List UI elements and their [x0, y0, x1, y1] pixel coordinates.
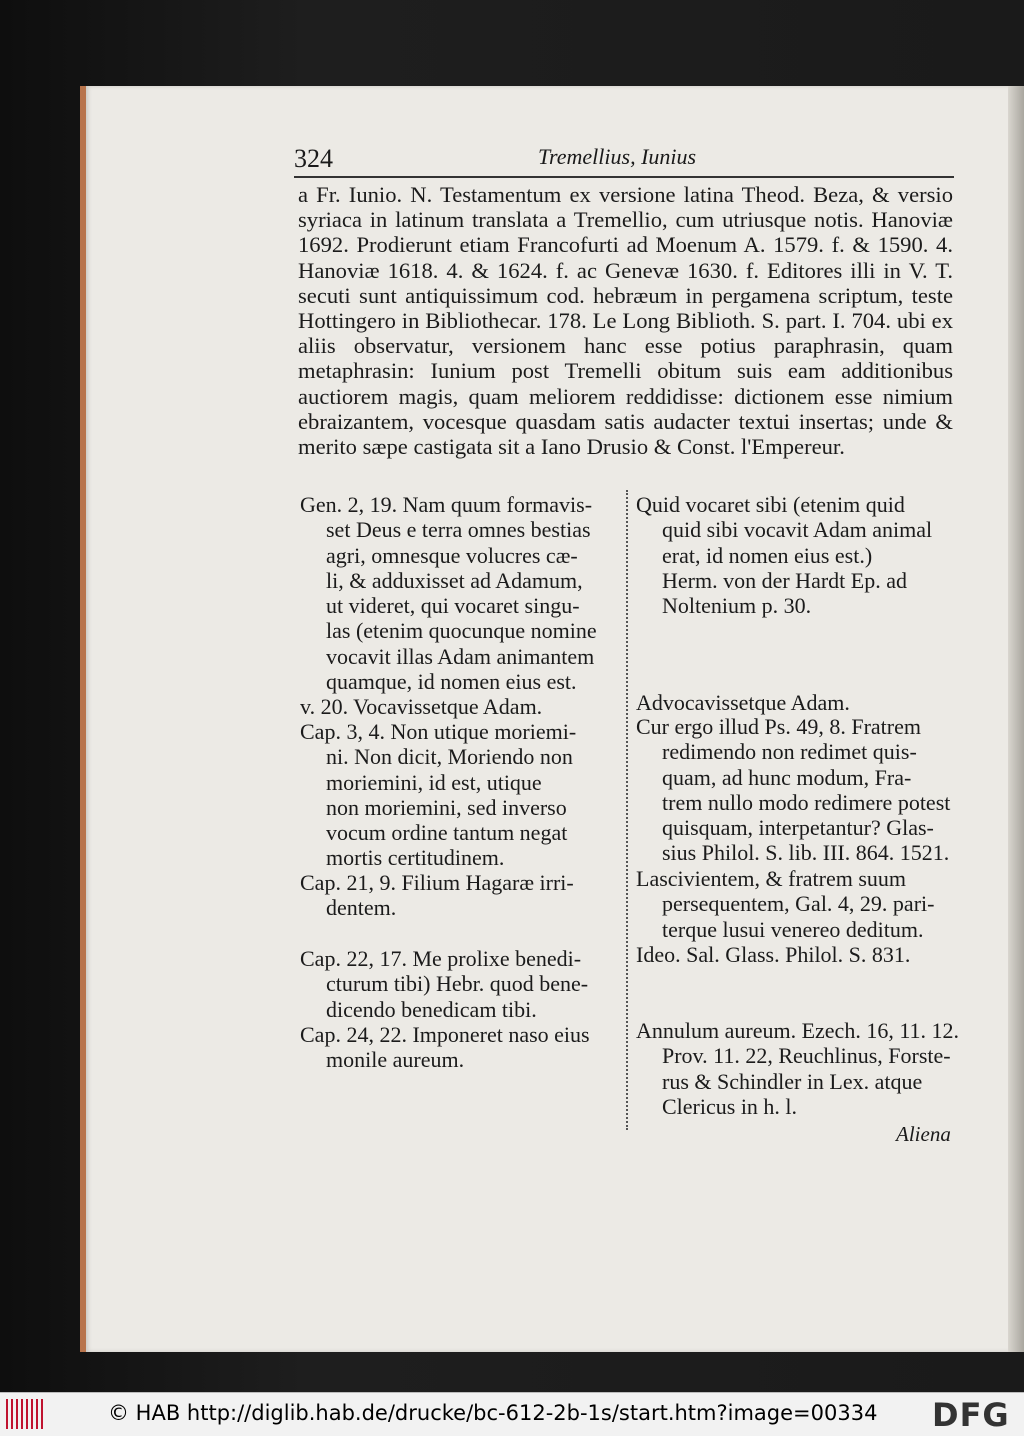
- text-line: Annulum aureum. Ezech. 16, 11. 12.: [636, 1018, 959, 1043]
- text-line: las (etenim quocunque nomine: [326, 618, 597, 644]
- source-url[interactable]: © HAB http://diglib.hab.de/drucke/bc-612-2b-1s/start.htm?image=00334: [108, 1401, 878, 1425]
- dfg-logo: DFG: [932, 1396, 1010, 1434]
- text-line: Cur ergo illud Ps. 49, 8. Fratrem: [636, 714, 921, 739]
- text-line: Lascivientem, & fratrem suum: [636, 866, 907, 891]
- text-line: dicendo benedicam tibi.: [326, 996, 537, 1022]
- column-divider: [626, 490, 628, 1130]
- text-line: redimendo non redimet quis-: [662, 739, 917, 765]
- text-line: vocavit illas Adam animantem: [326, 643, 595, 669]
- text-line: quid sibi vocavit Adam animal: [662, 517, 933, 543]
- text-line: ni. Non dicit, Moriendo non: [326, 744, 573, 770]
- text-line: Herm. von der Hardt Ep. ad: [662, 567, 907, 593]
- text-line: Cap. 24, 22. Imponeret naso eius: [300, 1022, 590, 1047]
- catchword: Aliena: [896, 1122, 951, 1146]
- text-line: v. 20. Vocavissetque Adam.: [300, 694, 543, 719]
- left-entry: [300, 719, 620, 871]
- text-line: Ideo. Sal. Glass. Philol. S. 831.: [636, 942, 911, 967]
- left-entry: [300, 1022, 620, 1073]
- text-line: persequentem, Gal. 4, 29. pari-: [662, 891, 935, 917]
- text-line: sius Philol. S. lib. III. 864. 1521.: [662, 840, 950, 866]
- left-entry: [300, 492, 620, 694]
- right-entry: [636, 1018, 959, 1119]
- text-line: Quid vocaret sibi (etenim quid: [636, 492, 905, 517]
- right-entry: [636, 866, 954, 942]
- running-head: Tremellius, Iunius: [538, 144, 697, 169]
- text-line: quam, ad hunc modum, Fra-: [662, 764, 912, 790]
- header-rule: [294, 176, 954, 178]
- text-line: mortis certitudinem.: [326, 845, 505, 871]
- text-line: Cap. 22, 17. Me prolixe benedi-: [300, 946, 582, 971]
- text-line: set Deus e terra omnes bestias: [326, 517, 591, 543]
- page-edge: [1008, 86, 1024, 1352]
- right-entry: [636, 714, 954, 866]
- page-header: [294, 140, 954, 180]
- page-number: 324: [294, 144, 333, 173]
- text-line: non moriemini, sed inverso: [326, 794, 567, 820]
- text-line: Prov. 11. 22, Reuchlinus, Forste-: [662, 1043, 951, 1069]
- text-line: trem nullo modo redimere potest: [662, 789, 951, 815]
- right-entry: [636, 492, 954, 618]
- text-line: Clericus in h. l.: [662, 1093, 798, 1119]
- text-line: Cap. 21, 9. Filium Hagaræ irri-: [300, 870, 574, 895]
- left-entry: [300, 870, 620, 921]
- text-line: Gen. 2, 19. Nam quum formavis-: [300, 492, 593, 517]
- text-line: quamque, id nomen eius est.: [326, 669, 577, 695]
- text-line: rus & Schindler in Lex. atque: [662, 1068, 923, 1094]
- right-entry: [636, 942, 954, 967]
- main-paragraph: a Fr. Iunio. N. Testamentum ex versione latina Theod. Beza, & versio syriaca in latinum translata a Tremellio, cum utriusque notis. Hanoviæ 1692. Prodierunt etiam Francofurti ad Moenum A. 1579. f. & 1590. 4. Hanoviæ 1618. 4. & 1624. f. ac Genevæ 1630. f. Editores illi in V. T. secuti sunt antiquissimum cod. hebræum in pergamena scriptum, teste Hottingero in Bibliothecar. 178. Le Long Biblioth. S. part. I. 704. ubi ex aliis observatur, versionem hanc esse potius paraphrasin, quam metaphrasin: Iunium post Tremelli obitum suis eam additionibus auctiorem magis, quam meliorem reddidisse: dictionem esse nimium ebraizantem, vocesque quasdam satis audacter textui insertas; unde & merito sæpe castigata sit a Iano Drusio & Const. l'Empereur.: [298, 182, 953, 460]
- text-line: dentem.: [326, 895, 397, 921]
- viewer-footer: [0, 1392, 1024, 1436]
- text-line: cturum tibi) Hebr. quod bene-: [326, 971, 589, 997]
- text-line: li, & adduxisset ad Adamum,: [326, 567, 583, 593]
- text-line: vocum ordine tantum negat: [326, 820, 568, 846]
- text-line: Cap. 3, 4. Non utique moriemi-: [300, 719, 577, 744]
- text-line: agri, omnesque volucres cæ-: [326, 542, 578, 568]
- right-entry: [636, 690, 954, 715]
- text-line: terque lusui venereo deditum.: [662, 916, 924, 942]
- text-line: ut videret, qui vocaret singu-: [326, 593, 580, 619]
- text-line: moriemini, id est, utique: [326, 769, 542, 795]
- text-line: quisquam, interpetantur? Glas-: [662, 815, 934, 841]
- left-entry: [300, 694, 620, 719]
- left-entry: [300, 946, 620, 1022]
- text-line: monile aureum.: [326, 1047, 465, 1073]
- hab-logo-icon: [6, 1399, 46, 1429]
- text-line: Advocavissetque Adam.: [636, 690, 850, 715]
- text-line: erat, id nomen eius est.): [662, 542, 873, 568]
- text-line: Noltenium p. 30.: [662, 593, 812, 619]
